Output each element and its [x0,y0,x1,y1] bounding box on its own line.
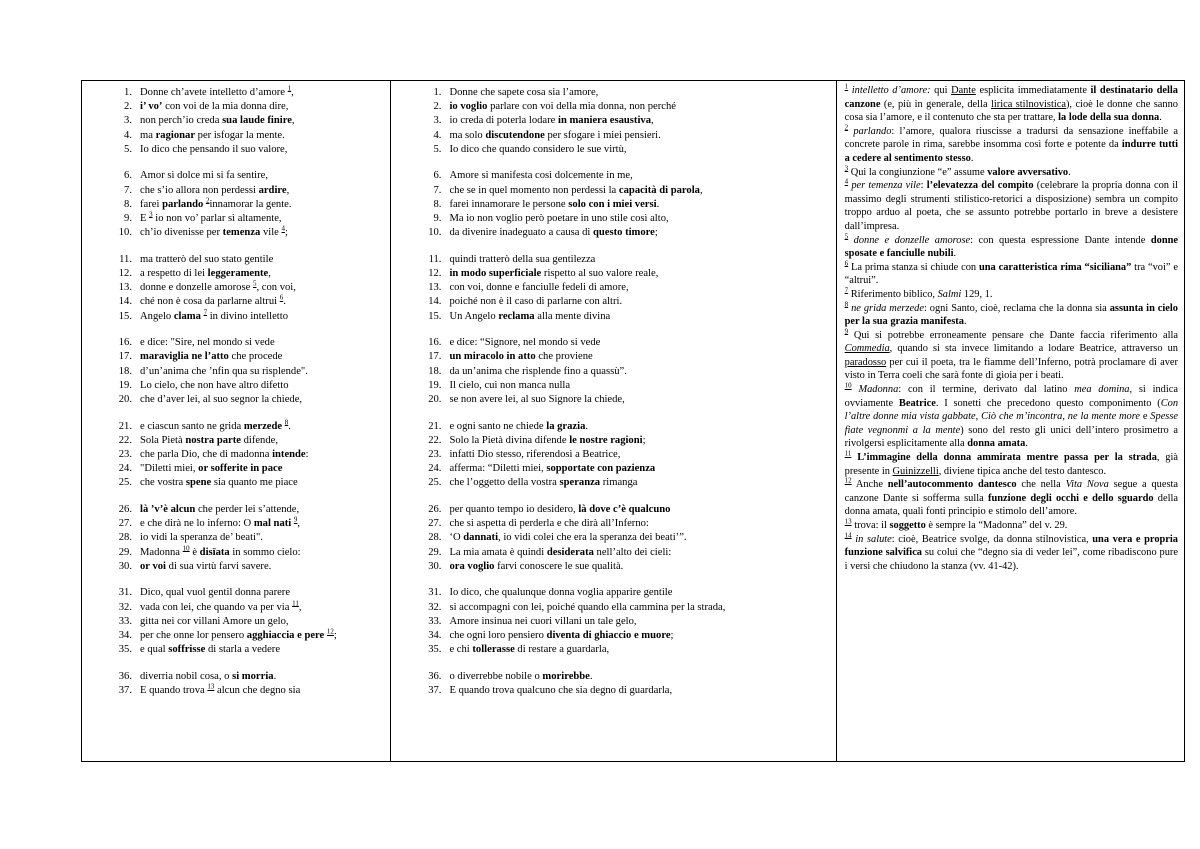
verse-number: 35. [118,644,132,656]
original-verse [104,615,386,629]
footnote: $^3$ Qui la congiunzione “e” assume valore avversativo. [844,164,1071,178]
verse-number: 28. [428,532,442,544]
footnote: $^{10}$ Madonna: con il termine, derivato dal latino mea domina, si indica ovviamente Beatrice. I sonetti che precedono questo componimento (Con l’altre donne mia vista gabbate, Ciò che m’incontra, ne la mente more e Spesse fiate vegnonmi a la mente) sono del resto gli unici dell’intero prosimetro a rivolgersi esplicitamente alla donna amata. [844,381,1179,450]
verse-text: Amore insinua nei cuori villani un tale gelo, [449,615,637,627]
verse-number: 33. [428,615,442,627]
stanza-gap [413,407,831,419]
verse-number: 32. [118,601,132,613]
verse-number: 12. [428,268,442,280]
verse-text: Solo la Pietà divina difende le nostre ragioni; [449,434,646,446]
verse-number: 7. [433,184,442,196]
original-verse [104,684,386,698]
original-verse [104,169,386,183]
footnote: $^{13}$ trova: il soggetto è sempre la “Madonna” del v. 29. [844,517,1068,531]
stanza-gap [104,574,386,586]
footnote: $^{12}$ Anche nell’autocommento dantesco che nella Vita Nova segue a questa canzone Dante si sofferma sulla funzione degli occhi e dello sguardo della donna amata, quali fonti principio e stimolo dell’amore. [844,476,1179,518]
verse-number: 4. [433,129,442,141]
verse-text: Io dico che pensando il suo valore, [140,143,288,155]
paraphrase-verse [413,393,831,407]
verse-number: 28. [118,532,132,544]
verse-number: 33. [118,615,132,627]
verse-number: 9. [124,213,132,225]
notes-list [845,84,1178,573]
verse-number: 21. [428,420,442,432]
verse-text: ora voglio farvi conoscere le sue qualità. [449,560,624,572]
original-verse [104,393,386,407]
verse-text: che parla Dio, che di madonna intende: [140,449,309,461]
paraphrase-verse [413,643,831,657]
verse-number: 11. [428,253,442,265]
paraphrase-verse [413,420,831,434]
verse-number: 23. [428,449,442,461]
verse-number: 26. [118,504,132,516]
verse-text: che l’oggetto della vostra speranza rimanga [449,477,638,489]
verse-text: ch’io divenisse per temenza vile $^4$; [140,224,288,239]
stanza-gap [413,324,831,336]
paraphrase-verse [413,295,831,309]
verse-number: 16. [118,337,132,349]
paraphrase-verse [413,670,831,684]
original-verse [104,629,386,643]
verse-number: 19. [428,379,442,391]
paraphrase-verse [413,601,831,615]
original-verse [104,670,386,684]
original-verse [104,114,386,128]
verse-text: per che onne lor pensero agghiaccia e pere $^{12}$; [140,627,337,642]
original-verse [104,267,386,281]
verse-number: 2. [124,101,132,113]
original-verse [104,379,386,393]
stanza-gap [104,657,386,669]
original-verse [104,281,386,295]
verse-number: 6. [433,170,442,182]
verse-text: ma solo discutendone per sfogare i miei pensieri. [449,129,661,141]
verse-text: e ogni santo ne chiede la grazia. [449,420,589,432]
verse-text: che se in quel momento non perdessi la capacità di parola, [449,184,703,196]
verse-text: ché non è cosa da parlarne altrui $^6$. [140,293,286,308]
verse-text: che si aspetta di perderla e che dirà all’Inferno: [449,518,649,530]
verse-text: quindi tratterò della sua gentilezza [449,253,596,265]
verse-text: o diverrebbe nobile o morirebbe. [449,670,593,682]
footnote: $^8$ ne grida merzede: ogni Santo, cioè, reclama che la donna sia assunta in cielo per la sua grazia manifesta. [844,300,1178,328]
verse-number: 9. [433,213,442,225]
paraphrase-verse [413,114,831,128]
paraphrase-verse [413,560,831,574]
verse-text: e dice: "Sire, nel mondo si vede [140,337,275,349]
verse-text: si accompagni con lei, poiché quando ella cammina per la strada, [449,601,726,613]
original-verse [104,129,386,143]
paraphrase-verse [413,448,831,462]
verse-number: 30. [118,560,132,572]
paraphrase-verse [413,586,831,600]
paraphrase-verse [413,365,831,379]
verse-number: 17. [118,351,132,363]
verse-text: donne e donzelle amorose $^5$, con voi, [140,279,296,294]
original-verse [104,350,386,364]
original-verse [104,560,386,574]
paraphrase-verse [413,184,831,198]
verse-text: Amore si manifesta così dolcemente in me, [449,170,633,182]
verse-number: 17. [428,351,442,363]
verse-text: io creda di poterla lodare in maniera esaustiva, [449,115,654,127]
verse-number: 24. [118,463,132,475]
verse-number: 24. [428,463,442,475]
verse-text: Amor sì dolce mi si fa sentire, [140,170,268,182]
verse-number: 20. [118,394,132,406]
paraphrase-verse [413,517,831,531]
stanza-gap [413,574,831,586]
original-verse [104,295,386,309]
verse-text: Madonna $^{10}$ è disïata in sommo cielo: [140,544,301,558]
verse-text: E quando trova qualcuno che sia degno di guardarla, [449,685,673,697]
verse-number: 35. [428,644,442,656]
stanza-gap [413,657,831,669]
verse-text: un miracolo in atto che proviene [449,351,593,363]
stanza-gap [413,157,831,169]
poem-table [81,80,1185,762]
original-verse [104,517,386,531]
paraphrase-verse [413,462,831,476]
verse-number: 14. [118,296,132,308]
verse-text: afferma: “Diletti miei, sopportate con pazienza [449,463,656,475]
verse-number: 6. [124,170,132,182]
verse-text: farei innamorare le persone solo con i miei versi. [449,198,660,210]
verse-number: 31. [118,587,132,599]
verse-text: io vidi la speranza de’ beati". [140,532,263,544]
stanza-gap [413,240,831,252]
verse-text: e che dirà ne lo inferno: O mal nati $^9$, [140,515,301,530]
verse-text: ma tratterò del suo stato gentile [140,253,274,265]
verse-text: e ciascun santo ne grida merzede $^8$. [140,418,291,432]
verse-text: Un Angelo reclama alla mente divina [449,310,611,322]
verse-number: 1. [433,87,442,98]
verse-text: Angelo clama $^7$ in divino intelletto [140,308,288,322]
verse-text: Dico, qual vuol gentil donna parere [140,587,291,599]
verse-number: 3. [124,115,132,127]
stanza-gap [104,157,386,169]
verse-number: 20. [428,394,442,406]
stanza-gap [104,407,386,419]
paraphrase-verse [413,198,831,212]
verse-text: ‘O dannati, io vidi colei che era la speranza dei beati’”. [449,532,687,544]
paraphrase-verse [413,615,831,629]
original-verse [104,212,386,226]
paraphrase-verse [413,143,831,157]
paraphrase-verse [413,503,831,517]
verse-text: "Diletti miei, or sofferite in pace [140,463,283,475]
footnote: $^6$ La prima stanza si chiude con una caratteristica rima “siciliana” tra “voi” e “altrui”. [844,259,1178,287]
paraphrase-verse [413,86,831,100]
verse-number: 7. [124,184,132,196]
notes-column [837,81,1184,761]
verse-text: Io dico, che qualunque donna voglia apparire gentile [449,587,673,599]
verse-number: 4. [124,129,132,141]
verse-text: maraviglia ne l’atto che procede [140,351,283,363]
verse-number: 23. [118,449,132,461]
verse-number: 10. [428,227,442,239]
verse-text: infatti Dio stesso, riferendosi a Beatrice, [449,449,621,461]
stanza-gap [104,491,386,503]
paraphrase-verse [413,434,831,448]
verse-text: a respetto di lei leggeramente, [140,268,271,280]
verse-text: gitta nei cor villani Amore un gelo, [140,615,289,627]
verse-text: da divenire inadeguato a causa di questo timore; [449,227,658,239]
verse-text: E quando trova $^{13}$ alcun che degno sia [140,682,301,697]
verse-text: d’un’anima che ’nfin qua su risplende". [140,365,308,377]
verse-number: 10. [118,227,132,239]
verse-text: Donne ch’avete intelletto d’amore $^1$, [140,84,294,98]
paraphrase-verse [413,169,831,183]
original-verse [104,253,386,267]
stanza-gap [104,240,386,252]
verse-number: 34. [118,630,132,642]
verse-text: che d’aver lei, al suo segnor la chiede, [140,394,303,406]
original-verse [104,503,386,517]
verse-number: 16. [428,337,442,349]
paraphrase-verse [413,546,831,560]
paraphrase-verse [413,100,831,114]
verse-text: e qual soffrisse di starla a vedere [140,644,281,656]
paraphrase-verse [413,253,831,267]
verse-number: 11. [119,253,132,265]
verse-number: 27. [428,518,442,530]
verse-text: E $^3$ io non vo’ parlar sì altamente, [140,210,282,225]
verse-number: 15. [118,310,132,322]
original-verse [104,420,386,434]
footnote: $^{14}$ in salute: cioè, Beatrice svolge, da donna stilnovistica, una vera e propria funzione salvifica su colui che “degno sia di veder lei”, come ribadiscono pure i versi che chiudono la stanza (vv. 41-42). [844,531,1179,572]
paraphrase-verse [413,531,831,545]
verse-number: 13. [428,282,442,294]
verse-number: 8. [124,198,132,210]
original-verse [104,448,386,462]
verse-text: in modo superficiale rispetto al suo valore reale, [449,268,659,280]
paraphrase-verse [413,267,831,281]
verse-number: 18. [118,365,132,377]
verse-number: 29. [428,546,442,558]
verse-text: Lo cielo, che non have altro difetto [140,379,289,391]
verse-text: poiché non è il caso di parlarne con altri. [449,296,623,308]
verse-text: Sola Pietà nostra parte difende, [140,434,279,446]
original-verse [104,601,386,615]
verse-text: Ma io non voglio però poetare in uno stile così alto, [449,213,669,225]
verse-text: che vostra spene sia quanto me piace [140,477,298,489]
original-verse [104,365,386,379]
verse-text: se non avere lei, al suo Signore la chiede, [449,394,625,406]
original-verse [104,476,386,490]
paraphrase-verse [413,310,831,324]
paraphrase-verse [413,129,831,143]
verse-number: 30. [428,560,442,572]
verse-number: 29. [118,546,132,558]
verse-text: e dice: “Signore, nel mondo si vede [449,337,601,349]
footnote: $^1$ intelletto d’amore: qui Dante esplicita immediatamente il destinatario della canzone (e, più in generale, della lirica stilnovistica), cioè le donne che sanno cosa sia l’amore, e il contenuto che sta per trattare, la lode della sua donna. [844,82,1178,124]
verse-number: 13. [118,282,132,294]
verse-text: La mia amata è quindi desiderata nell’alto dei cieli: [449,546,672,558]
paraphrase-verse [413,212,831,226]
original-verse [104,462,386,476]
paraphrase-verse [413,476,831,490]
verse-number: 5. [433,143,442,155]
paraphrase-verse [413,226,831,240]
footnote: $^9$ Qui si potrebbe erroneamente pensare che Dante faccia riferimento alla Commedia, quando si sta invece limitando a lodare Beatrice, attraverso un paradosso per cui il poeta, tra le fiamme dell’Inferno, potrà proclamare di aver visto in Terra coeli che sarà fonte di gioia per i beati. [844,327,1178,382]
verse-number: 5. [124,143,132,155]
original-verse [104,643,386,657]
verse-text: Il cielo, cui non manca nulla [449,379,571,391]
footnote: $^7$ Riferimento biblico, Salmi 129, 1. [844,286,993,300]
verse-text: non perch’io creda sua laude finire, [140,115,295,127]
paraphrase-verse [413,281,831,295]
verse-number: 19. [118,379,132,391]
verse-text: io voglio parlare con voi della mia donna, non perché [449,101,676,113]
verse-number: 21. [118,420,132,432]
paraphrase-column [391,81,836,761]
original-verse [104,531,386,545]
verse-number: 22. [428,434,442,446]
verse-text: vada con lei, che quando va per via $^{11}$, [140,599,302,613]
verse-number: 8. [433,198,442,210]
footnote: $^2$ parlando: l’amore, qualora riuscisse a tradursi da sensazione ineffabile a concrete parole in rima, sarebbe insomma così forte e potente da indurre tutti a cedere al sentimento stesso. [844,123,1179,164]
verse-text: Io dico che quando considero le sue virtù, [449,143,627,155]
verse-number: 26. [428,504,442,516]
original-verse [104,434,386,448]
verse-text: Donne che sapete cosa sia l’amore, [449,87,599,98]
verse-text: per quanto tempo io desidero, là dove c’è qualcuno [449,504,671,516]
verse-number: 31. [428,587,442,599]
verse-number: 32. [428,601,442,613]
footnote: $^{11}$ L’immagine della donna ammirata mentre passa per la strada, già presente in Guinizzelli, diviene tipica anche del testo dantesco. [844,449,1178,477]
footnote: $^4$ per temenza vile: l’elevatezza del compito (celebrare la propria donna con il massimo degli strumenti stilistico-retorici a disposizione) sembra un compito troppo arduo al poeta, che se assunto potrebbe portarlo in breve a desistere dall’impresa. [844,177,1178,232]
verse-number: 22. [118,434,132,446]
verse-number: 36. [428,670,442,682]
original-verse [104,586,386,600]
verse-text: che ogni loro pensiero diventa di ghiaccio e muore; [449,630,674,642]
verse-number: 37. [118,685,132,697]
verse-number: 25. [118,477,132,489]
verse-number: 1. [124,87,132,98]
verse-text: ma ragionar per isfogar la mente. [140,129,285,141]
original-verse [104,100,386,114]
verse-number: 15. [428,310,442,322]
original-verse [104,310,386,324]
verse-text: diverria nobil cosa, o si morria. [140,670,277,682]
stanza-gap [413,491,831,503]
original-verse [104,86,386,100]
paraphrase-verse [413,350,831,364]
verse-number: 14. [428,296,442,308]
verse-text: i’ vo’ con voi de la mia donna dire, [140,101,289,113]
verse-text: e chi tollerasse di restare a guardarla, [449,644,610,656]
verse-text: da un’anima che risplende fino a quassù”. [449,365,627,377]
verse-number: 27. [118,518,132,530]
verse-number: 3. [433,115,442,127]
original-verse [104,546,386,560]
verse-text: or voi di sua virtù farvi savere. [140,560,272,572]
paraphrase-verse [413,684,831,698]
verse-text: là ’v’è alcun che perder lei s’attende, [140,504,300,516]
verse-number: 12. [118,268,132,280]
verse-number: 25. [428,477,442,489]
original-verse [104,184,386,198]
paraphrase-verse [413,336,831,350]
verse-text: con voi, donne e fanciulle fedeli di amore, [449,282,629,294]
paraphrase-verse [413,379,831,393]
original-verse [104,198,386,212]
paraphrase-verse [413,629,831,643]
verse-number: 34. [428,630,442,642]
original-verse [104,143,386,157]
verse-number: 18. [428,365,442,377]
footnote: $^5$ donne e donzelle amorose: con questa espressione Dante intende donne sposate e fanciulle nubili. [844,232,1178,260]
original-verse [104,226,386,240]
original-text-column [82,81,391,761]
verse-number: 36. [118,670,132,682]
verse-text: che s’io allora non perdessi ardire, [140,184,290,196]
verse-number: 37. [428,685,442,697]
verse-text: farei parlando $^2$innamorar la gente. [140,196,292,210]
stanza-gap [104,324,386,336]
verse-number: 2. [433,101,442,113]
original-verse [104,336,386,350]
